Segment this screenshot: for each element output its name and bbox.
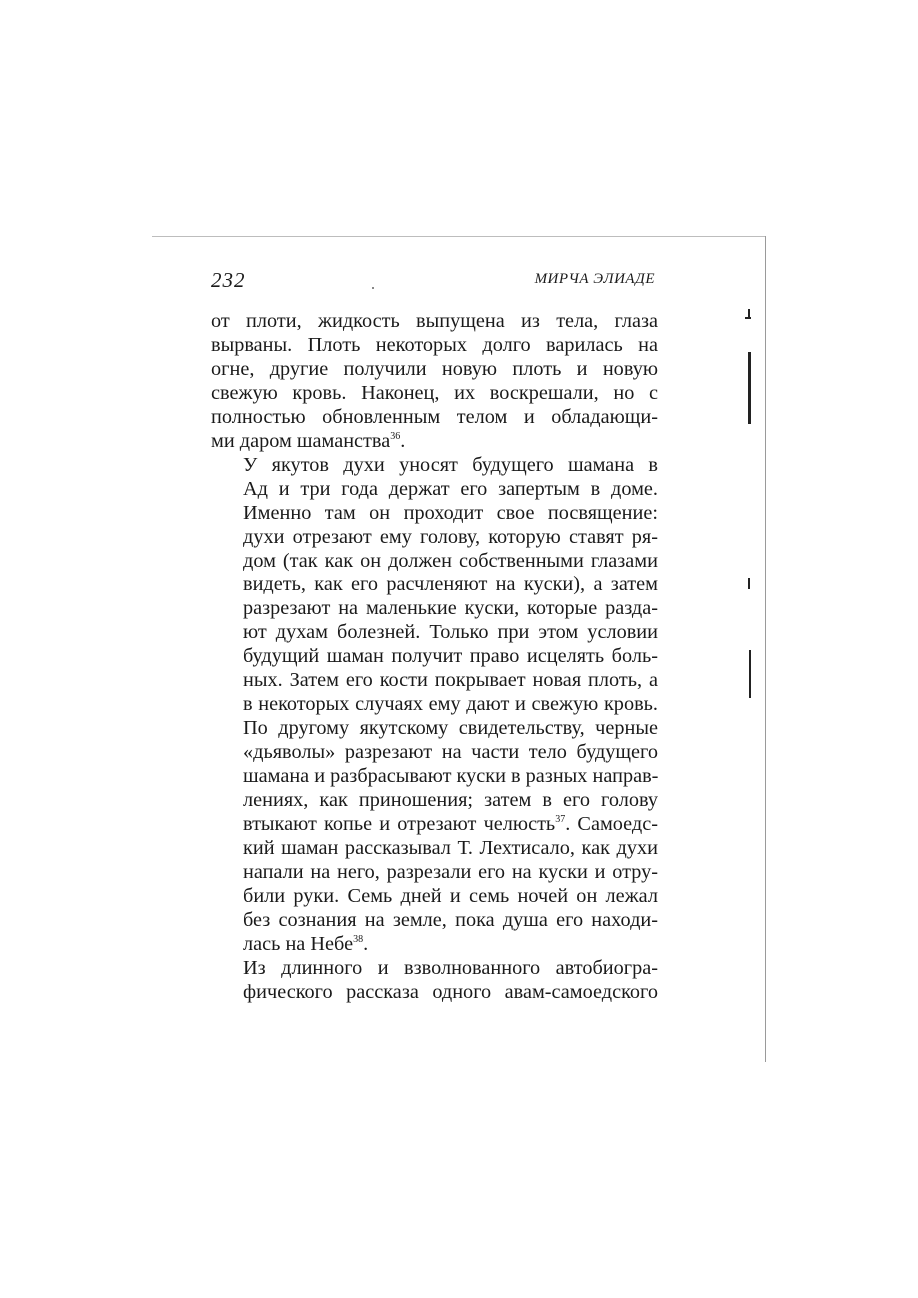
text-line: били руки. Семь дней и семь ночей он лежал [243,884,658,907]
scan-mark [748,352,751,424]
paragraph-1 [211,310,658,454]
text-line: По другому якутскому свидетельству, черные [243,717,658,740]
paragraph-3 [211,957,658,1005]
text-line: дом (так как он должен собственными глазами [243,549,658,572]
text-line: лениях, как приношения; затем в его голову [243,789,658,812]
text-line: Ад и три года держат его запертым в доме. [243,477,658,500]
text-line [211,430,658,454]
text-line: шамана и разбрасывают куски в разных направ- [243,765,659,788]
text-line: ных. Затем его кости покрывает новая плоть, а [243,669,658,692]
text-line: разрезают на маленькие куски, которые разда- [243,597,658,620]
text-line: напали на него, разрезали его на куски и отру- [243,860,658,883]
text-fragment: . [363,932,369,955]
text-line: без сознания на земле, пока душа его находи- [243,908,658,931]
footnote-ref-37: 37 [555,814,566,826]
body-text [211,310,658,1005]
text-line: «дьяволы» разрезают на части тело будущего [243,741,658,764]
running-head: МИРЧА ЭЛИАДЕ [534,271,655,287]
text-line [211,933,658,957]
footnote-ref-38: 38 [353,933,364,945]
text-line: У якутов духи уносят будущего шамана в [243,453,658,476]
text-line: полностью обновленным телом и обладающи- [211,405,658,428]
page-right-edge [765,236,766,1062]
text-line: кий шаман рассказывал Т. Лехтисало, как духи [243,836,658,859]
scan-speck [372,287,374,289]
scan-mark [749,650,751,698]
text-line: в некоторых случаях ему дают и свежую кровь. [243,693,658,716]
text-line: от плоти, жидкость выпущена из тела, глаза [211,310,658,332]
text-line: Именно там он проходит свое посвящение: [243,501,658,524]
text-line: видеть, как его расчленяют на куски), а затем [243,573,658,596]
footnote-ref-36: 36 [390,430,401,442]
text-line: огне, другие получили новую плоть и новую [211,357,658,380]
text-fragment: лась на Небе [243,932,354,955]
page-top-edge [152,236,766,237]
text-line: фического рассказа одного авам-самоедского [243,980,658,1003]
paragraph-2 [211,454,658,957]
page-number: 232 [211,268,246,292]
page-header [211,268,655,294]
scan-mark [748,578,750,589]
text-line: будущий шаман получит право исцелять боль- [243,645,658,668]
text-line: вырваны. Плоть некоторых долго варилась на [211,333,658,356]
text-line: духи отрезают ему голову, которую ставят ря- [243,525,658,548]
text-fragment: . Самоедс- [565,813,658,836]
text-line [211,813,658,837]
text-fragment: ми даром шаманства [211,429,391,452]
text-fragment: втыкают копье и отрезают челюсть [243,813,556,836]
text-line: свежую кровь. Наконец, их воскрешали, но с [211,381,658,404]
text-line: Из длинного и взволнованного автобиогра- [243,956,658,979]
scan-mark [745,317,751,319]
text-line: ют духам болезней. Только при этом условии [243,621,658,644]
text-fragment: . [400,429,406,452]
